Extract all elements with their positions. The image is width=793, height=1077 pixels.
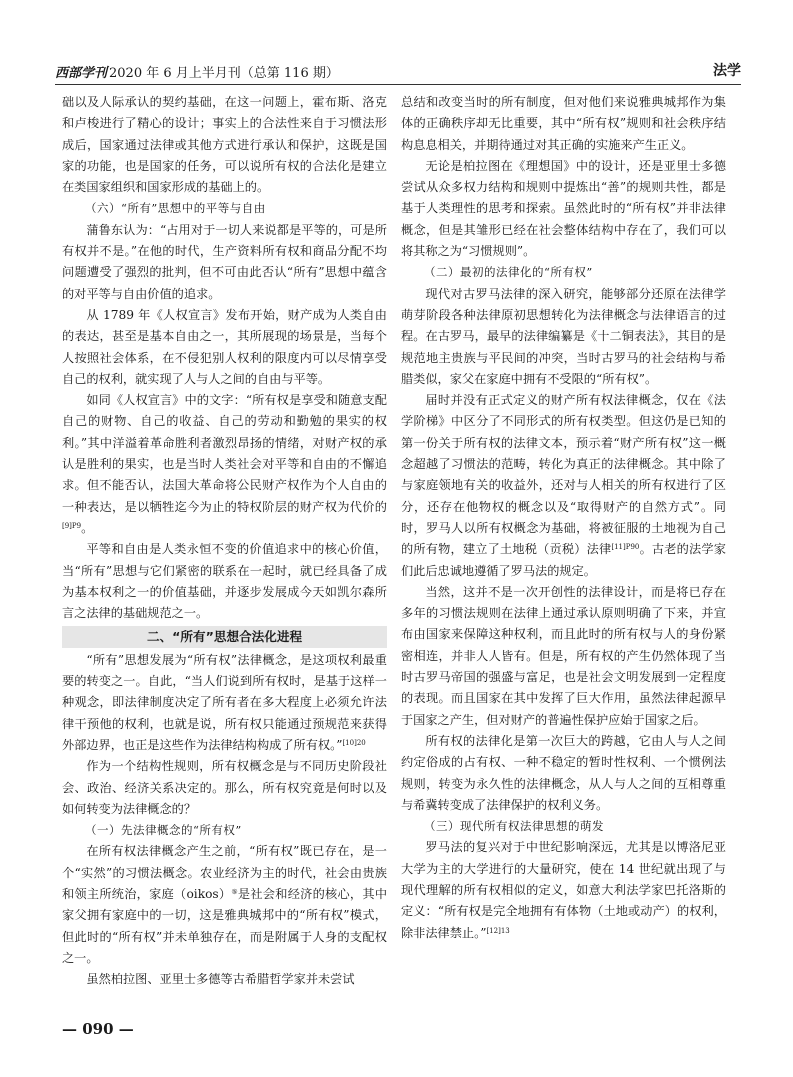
citation-marker: [11]P90 <box>611 543 640 552</box>
paragraph <box>62 969 387 990</box>
paragraph-text: 所有权的法律化是第一次巨大的跨越，它由人与人之间约定俗成的占有权、一种不稳定的暂时性权利、一个惯例法规则，转变为永久性的法律概念，从人与人之间的互相尊重与希冀转变成了法律保护的权利义务。 <box>401 733 726 812</box>
citation-marker: [12]13 <box>486 926 510 935</box>
paragraph <box>401 582 726 731</box>
section-label: 法学 <box>713 63 741 79</box>
section-heading <box>62 626 387 647</box>
paragraph <box>62 220 387 305</box>
paragraph-text: “所有”思想发展为“所有权”法律概念，是这项权利最重要的转变之一。自此，“当人们说到所有权时，是基于这样一种观念，即法律制度决定了所有者在多大程度上必须允许法律干预他的权利，也就是说，所有权只能通过预规范来获得外部边界，也正是这些作为法律结构构成了所有权。” <box>62 652 387 752</box>
paragraph-text: 作为一个结构性规则，所有权概念是与不同历史阶段社会、政治、经济关系决定的。那么，所有权究竟是何时以及如何转变为法律概念的？ <box>62 759 387 816</box>
paragraph-text: 二、“所有”思想合法化进程 <box>146 629 303 645</box>
citation-marker: [9]P9 <box>62 521 82 530</box>
paragraph-text: 在所有权法律概念产生之前，“所有权”既已存在，是一个“实然”的习惯法概念。农业经济为主的时代，社会由贵族和领主所统治，家庭（oikos） <box>62 844 387 901</box>
right-column <box>401 92 726 944</box>
paragraph-text: （三）现代所有权法律思想的萌发 <box>424 819 604 834</box>
journal-logo: 西部学刊 <box>55 66 108 81</box>
paragraph-text: 础以及人际承认的契约基础，在这一问题上，霍布斯、洛克和卢梭进行了精心的设计；事实上的合法性来自于习惯法形成后，国家通过法律或其他方式进行承认和保护，这既是国家的功能，也是国家的任务，可以说所有权的合法化是建立在类国家组织和国家形成的基础上的。 <box>62 95 387 195</box>
paragraph <box>401 390 726 582</box>
paragraph-text: 从 1789 年《人权宣言》发布开始，财产成为人类自由的表达，甚至是基本自由之一，其所展现的场景是，当每个人按照社会体系，在不侵犯别人权利的限度内可以尽情享受自己的权利，就实现了人与人之间的自由与平等。 <box>62 307 387 386</box>
paragraph <box>401 156 726 262</box>
paragraph <box>401 92 726 156</box>
citation-marker: [10]20 <box>342 738 366 747</box>
page-header <box>55 60 741 84</box>
header-rule <box>55 84 741 85</box>
subsection-heading <box>62 198 387 219</box>
page-number: — 090 — <box>62 1020 134 1038</box>
left-column <box>62 92 387 990</box>
citation-marker: ⑤ <box>231 887 238 896</box>
paragraph <box>62 92 387 198</box>
paragraph-tail: 。 <box>81 520 94 535</box>
paragraph <box>62 841 387 969</box>
paragraph <box>401 284 726 390</box>
paragraph-text: 届时并没有正式定义的财产所有权法律概念，仅在《法学阶梯》中区分了不同形式的所有权类型。但这仍是已知的第一份关于所有权的法律文本，预示着“财产所有权”这一概念超越了习惯法的范畴，转化为真正的法律概念。其中除了与家庭领地有关的收益外，还对与人相关的所有权进行了区分，还存在他物权的概念以及“取得财产的自然方式”。同时，罗马人以所有权概念为基础，将被征服的土地视为自己的所有物，建立了土地税（贡税）法律 <box>401 393 726 557</box>
paragraph-text: 总结和改变当时的所有制度，但对他们来说雅典城邦作为集体的正确秩序却无比重要，其中“所有权”规则和社会秩序结构息息相关，并期待通过对其正确的实施来产生正义。 <box>401 95 726 152</box>
paragraph-text: （六）“所有”思想中的平等与自由 <box>85 201 266 216</box>
paragraph <box>401 731 726 816</box>
paragraph <box>62 756 387 820</box>
paragraph-text: 如同《人权宣言》中的文字：“所有权是享受和随意支配自己的财物、自己的收益、自己的劳动和勤勉的果实的权利。”其中洋溢着革命胜利者激烈昂扬的情绪，对财产权的承认是胜利的果实，也是当时人类社会对平等和自由的不懈追求。但不能否认，法国大革命将公民财产权作为个人自由的一种表达，是以牺牲迄今为止的特权阶层的财产权为代价的 <box>62 393 387 514</box>
paragraph-text: 罗马法的复兴对于中世纪影响深远，尤其是以博洛尼亚大学为主的大学进行的大量研究，使在 14 世纪就出现了与现代理解的所有权相似的定义，如意大利法学家巴托洛斯的定义：“所有权是完全地拥有有体物（土地或动产）的权利，除非法律禁止。” <box>401 840 726 940</box>
subsection-heading <box>401 262 726 283</box>
paragraph-text: 蒲鲁东认为：“占用对于一切人来说都是平等的，可是所有权并不是。”在他的时代，生产资料所有权和商品分配不均问题遭受了强烈的批判，但不可由此否认“所有”思想中蕴含的对平等与自由价值的追求。 <box>62 222 387 301</box>
subsection-heading <box>401 816 726 837</box>
paragraph-text: （二）最初的法律化的“所有权” <box>424 265 593 280</box>
issue-info: 2020 年 6 月上半月刊（总第 116 期） <box>109 66 339 81</box>
paragraph <box>62 539 387 624</box>
paragraph-tail: 。古老的法学家们此后忠诚地遵循了罗马法的规定。 <box>401 542 726 578</box>
paragraph-tail: 是社会和经济的核心，其中家父拥有家庭中的一切，这是雅典城邦中的“所有权”模式，但此时的“所有权”并未单独存在，而是附属于人身的支配权之一。 <box>62 886 388 965</box>
journal-info <box>55 62 339 81</box>
subsection-heading <box>62 820 387 841</box>
paragraph-text: 当然，这并不是一次开创性的法律设计，而是将已存在多年的习惯法规则在法律上通过承认原则明确了下来，并宣布由国家来保障这种权利，而且此时的所有权与人的身份紧密相连，并非人人皆有。但是，所有权的产生仍然体现了当时古罗马帝国的强盛与富足，也是社会文明发展到一定程度的表现。而且国家在其中发挥了巨大作用，虽然法律起源早于国家之产生，但对财产的普遍性保护应始于国家之后。 <box>401 584 726 727</box>
paragraph <box>401 837 726 943</box>
paragraph-text: 平等和自由是人类永恒不变的价值追求中的核心价值，当“所有”思想与它们紧密的联系在一起时，就已经具备了成为基本权利之一的价值基础，并逐步发展成今天如凯尔森所言之法律的基础规范之一。 <box>62 542 387 621</box>
paragraph <box>62 305 387 390</box>
paragraph-text: （一）先法律概念的“所有权” <box>85 823 242 838</box>
paragraph-text: 现代对古罗马法律的深入研究，能够部分还原在法律学萌芽阶段各种法律原初思想转化为法律概念与法律语言的过程。在古罗马，最早的法律编纂是《十二铜表法》，其目的是规范地主贵族与平民间的冲突，当时古罗马的社会结构与希腊类似，家父在家庭中拥有不受限的“所有权”。 <box>401 286 726 386</box>
paragraph <box>62 650 387 756</box>
paragraph-text: 虽然柏拉图、亚里士多德等古希腊哲学家并未尝试 <box>86 972 355 987</box>
paragraph-text: 无论是柏拉图在《理想国》中的设计，还是亚里士多德尝试从众多权力结构和规则中提炼出“善”的规则共性，都是基于人类理性的思考和探索。虽然此时的“所有权”并非法律概念，但是其雏形已经在社会整体结构中存在了，我们可以将其称之为“习惯规则”。 <box>401 158 726 259</box>
paragraph <box>62 390 387 539</box>
